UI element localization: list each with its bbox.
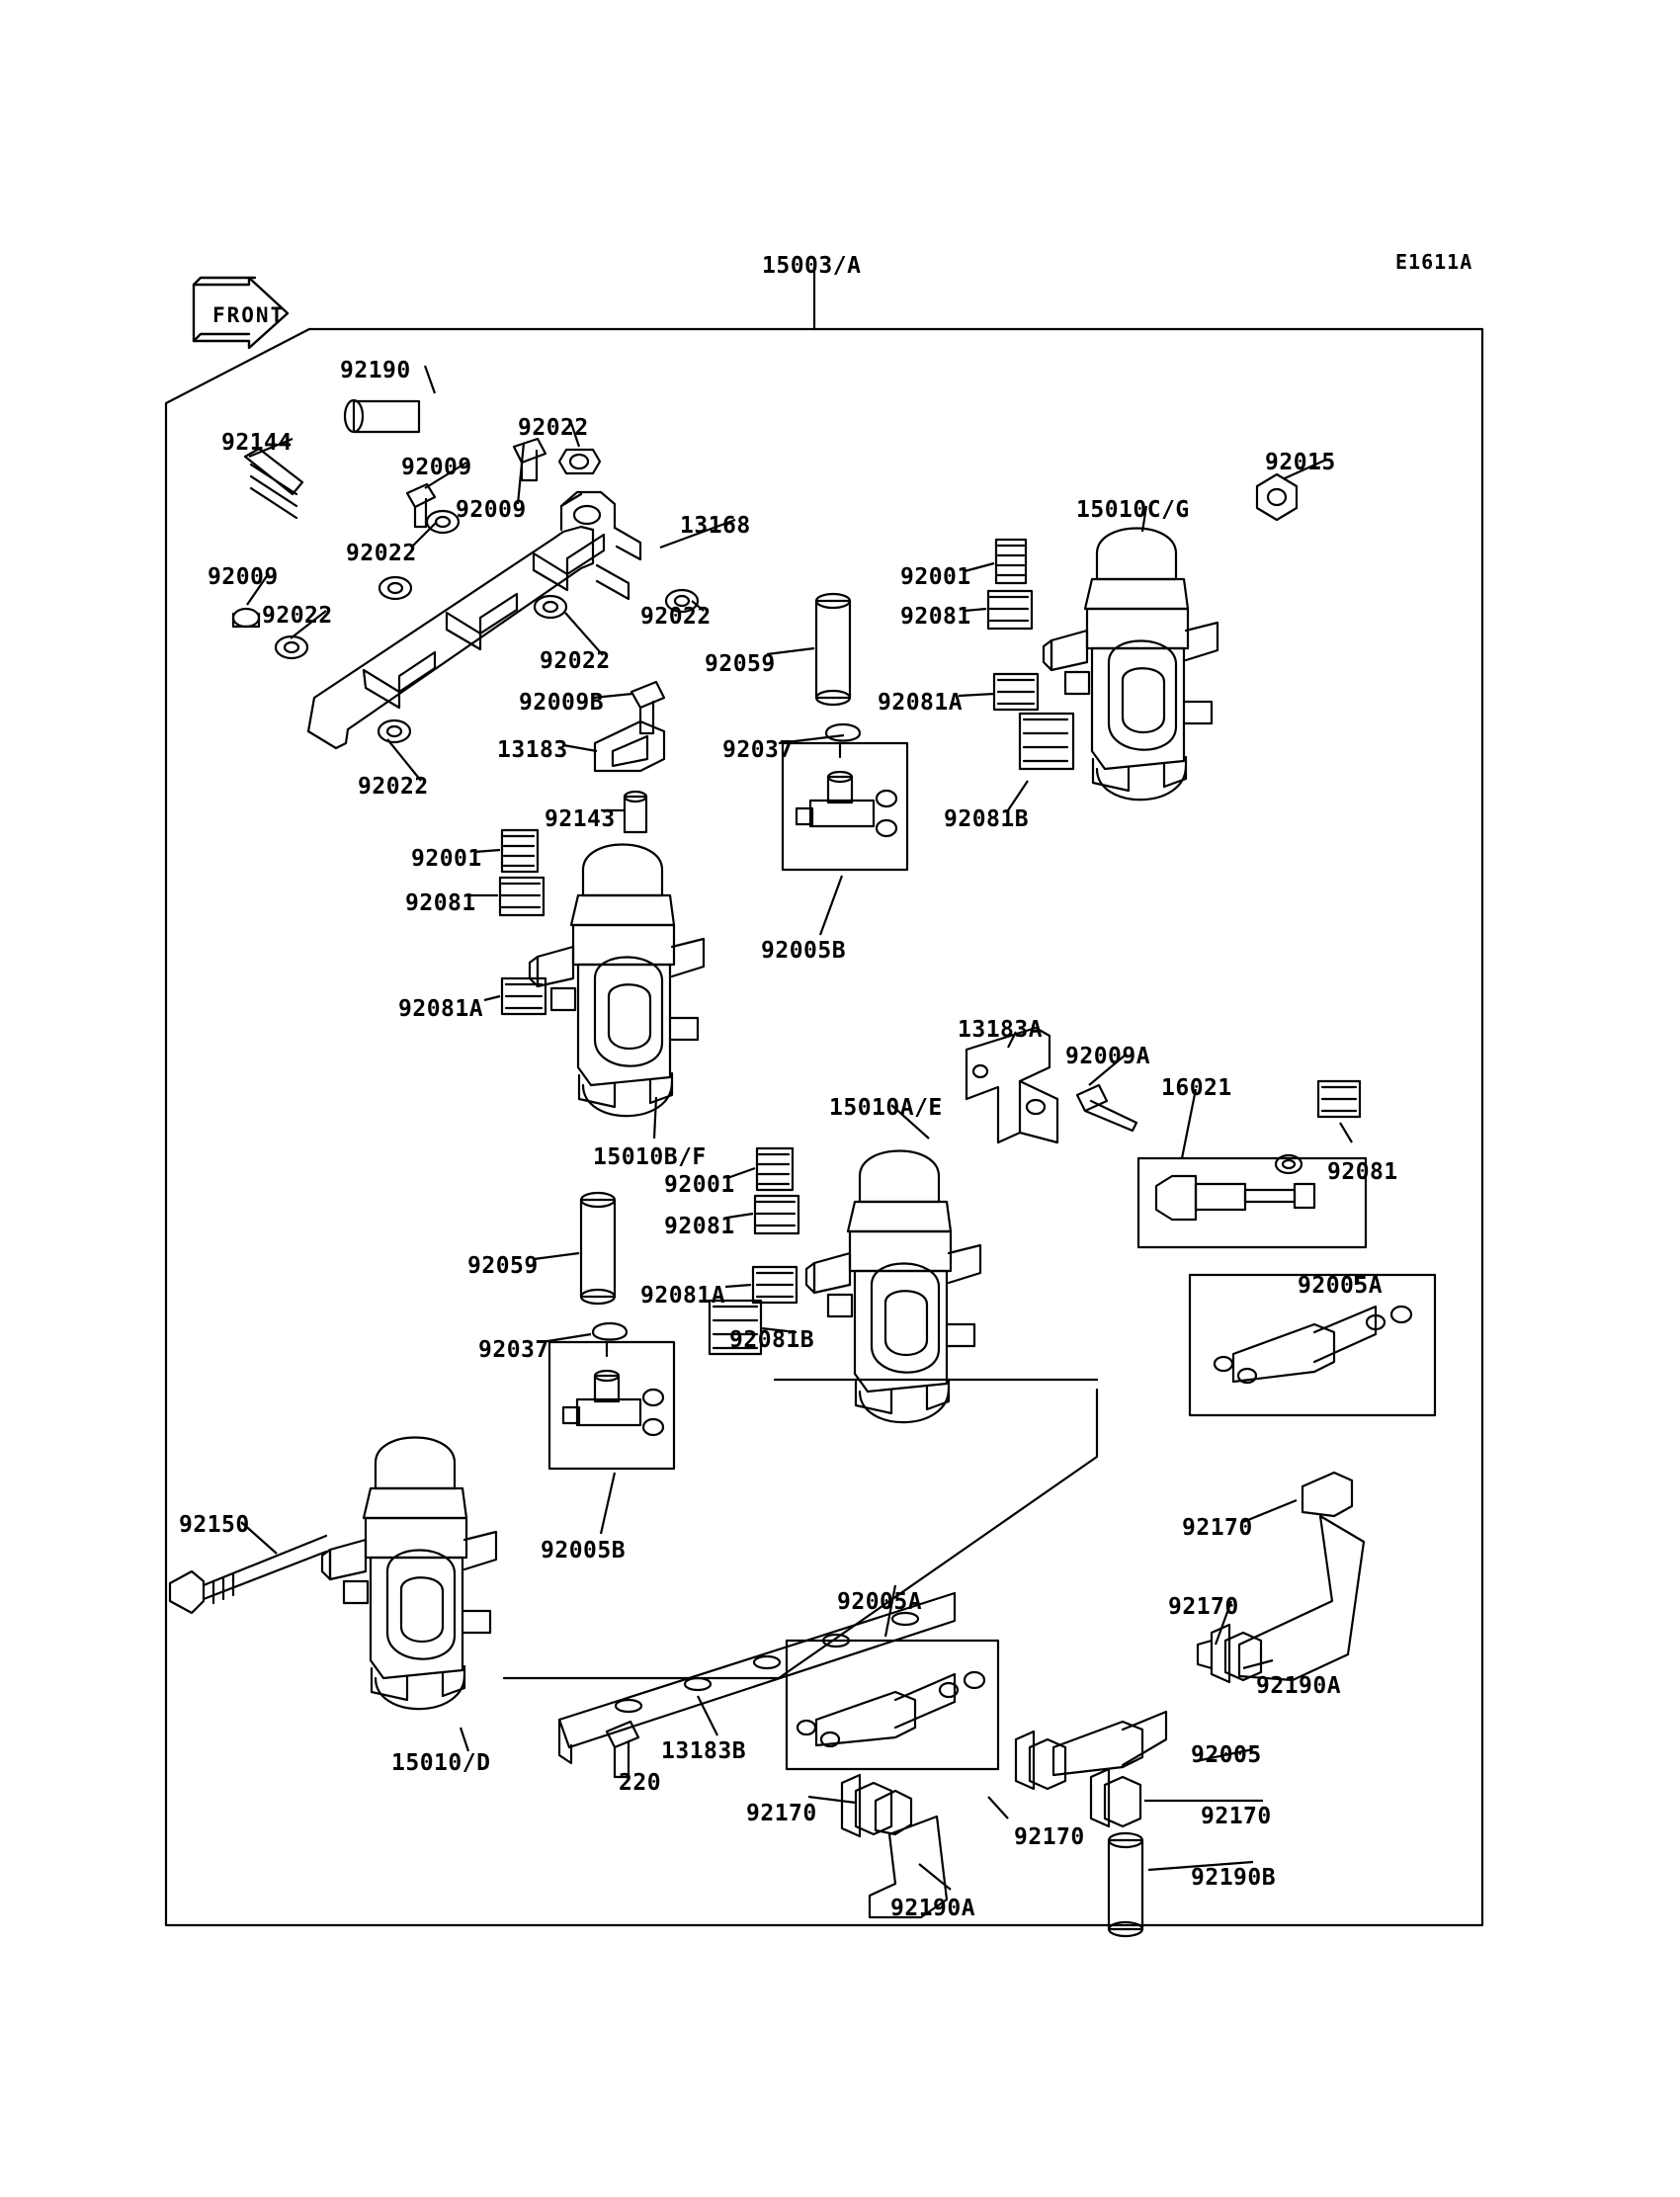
part-label-92190: 92190 <box>340 358 411 383</box>
part-label-92037-b: 92037 <box>478 1337 549 1363</box>
part-label-92015: 92015 <box>1265 450 1336 475</box>
part-label-92059-a: 92059 <box>705 651 776 677</box>
svg-text:FRONT: FRONT <box>212 303 286 327</box>
part-label-92081-b: 92081 <box>405 890 476 916</box>
part-label-92081-c: 92081 <box>664 1214 735 1239</box>
part-label-92150: 92150 <box>179 1512 250 1538</box>
part-label-15010c-g: 15010C/G <box>1076 497 1190 523</box>
part-label-92022-b: 92022 <box>346 541 417 566</box>
part-label-92059-b: 92059 <box>467 1253 539 1279</box>
part-label-92170-c: 92170 <box>746 1801 817 1826</box>
part-label-92009-a: 92009 <box>401 455 472 480</box>
part-label-92081b-a: 92081B <box>944 806 1030 832</box>
part-label-92005b-b: 92005B <box>541 1538 627 1563</box>
part-label-92081a-b: 92081A <box>398 996 484 1022</box>
part-label-92081a-a: 92081A <box>878 690 964 716</box>
part-label-92005b-a: 92005B <box>761 938 847 964</box>
part-label-92005: 92005 <box>1191 1742 1262 1768</box>
part-label-92022-a: 92022 <box>518 415 589 441</box>
part-label-92143: 92143 <box>545 806 616 832</box>
part-label-92170-a: 92170 <box>1182 1515 1253 1541</box>
part-label-92190a-a: 92190A <box>1256 1673 1342 1699</box>
part-label-92009a: 92009A <box>1065 1044 1151 1069</box>
part-label-13183: 13183 <box>497 737 568 763</box>
part-label-92001-a: 92001 <box>900 564 971 590</box>
part-label-15010-d: 15010/D <box>391 1750 491 1776</box>
part-label-92001-b: 92001 <box>411 846 482 872</box>
part-label-92081-a: 92081 <box>900 604 971 630</box>
part-label-92170-b: 92170 <box>1168 1594 1239 1620</box>
part-label-92009-c: 92009 <box>208 564 279 590</box>
part-label-92170-d: 92170 <box>1014 1824 1085 1850</box>
part-label-92009-b: 92009 <box>456 497 527 523</box>
part-label-92022-f: 92022 <box>358 774 429 800</box>
part-label-92081-d: 92081 <box>1327 1159 1398 1185</box>
part-label-92022-e: 92022 <box>540 648 611 674</box>
part-label-16021: 16021 <box>1161 1075 1232 1101</box>
part-label-92022-c: 92022 <box>262 603 333 629</box>
part-label-92037-a: 92037 <box>722 737 794 763</box>
diagram-code: E1611A <box>1395 250 1473 274</box>
part-label-92190a-b: 92190A <box>890 1896 976 1921</box>
part-label-220: 220 <box>619 1770 662 1796</box>
part-label-92081a-c: 92081A <box>640 1283 726 1309</box>
part-label-92022-d: 92022 <box>640 604 712 630</box>
part-label-92144: 92144 <box>221 430 293 456</box>
part-label-92005a-a: 92005A <box>1298 1273 1384 1299</box>
part-label-15010a-e: 15010A/E <box>829 1095 943 1121</box>
part-label-92081b-b: 92081B <box>729 1327 815 1353</box>
part-label-15010b-f: 15010B/F <box>593 1144 707 1170</box>
part-label-92001-c: 92001 <box>664 1172 735 1198</box>
part-label-13168: 13168 <box>680 513 751 539</box>
part-label-92170-e: 92170 <box>1201 1804 1272 1829</box>
part-label-92005a-b: 92005A <box>837 1589 923 1615</box>
part-label-92190b: 92190B <box>1191 1865 1277 1891</box>
part-label-15003-a: 15003/A <box>762 253 862 279</box>
part-label-13183a: 13183A <box>958 1017 1044 1043</box>
part-label-92009b: 92009B <box>519 690 605 716</box>
part-label-13183b: 13183B <box>661 1738 747 1764</box>
